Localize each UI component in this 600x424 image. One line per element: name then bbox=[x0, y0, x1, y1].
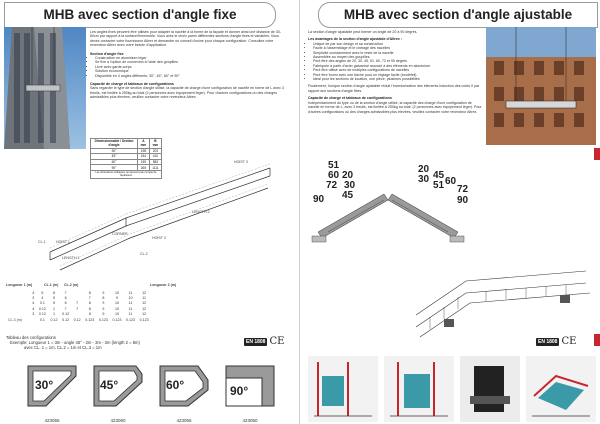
left-certification-badge bbox=[244, 336, 284, 347]
label-cl1: CL.1 bbox=[38, 240, 46, 244]
table-cell: 0.123 bbox=[139, 317, 149, 322]
table-cell: 1 bbox=[52, 312, 55, 317]
load-table-col-group2: CL.2 (m) bbox=[64, 283, 79, 287]
ce-mark: CE bbox=[269, 336, 285, 347]
table-cell: 12 bbox=[142, 301, 147, 306]
fan-angle-label: 30 bbox=[344, 180, 356, 191]
table-cell: 0.1 bbox=[39, 317, 45, 322]
table-cell: 0.123 bbox=[112, 317, 122, 322]
list-item: • Disponible en 4 angles différents: 30°, 45°, 60° et 90° bbox=[95, 74, 285, 78]
table-cell: 7 bbox=[76, 306, 79, 311]
right-section1-list bbox=[308, 42, 484, 82]
table-cell: 4 bbox=[32, 290, 35, 295]
label-corner: CORNER bbox=[112, 232, 128, 236]
right-section1-footer: Finalement, l'unique section d'angle ajustable réduit l'inventorisation des éléments induction des coûts 0 par rapport aux sections d'angle fixes. bbox=[308, 84, 480, 93]
red-tab-marker bbox=[594, 148, 600, 160]
list-item: • Peut être fourni avec une bâche pour un réglage facile (boutefeil) bbox=[313, 73, 484, 77]
table-note-line: Exemple: Longueur 1 = 3m - angle 45° - 2m - 3m - 3m (length 2 = 8m) bbox=[10, 340, 140, 345]
table-cell: 30° bbox=[91, 148, 138, 154]
left-section2-paragraph: Sans regarder le type de section d'angle utilisé, la capacité de charge d'une configuration de nacelle en forme de L avec 3 treuils, est limitée à 250kg au total (2 personnes avec équipement léger). Pour d'autres configurations ou des charges admissibles plus élevées, veuillez contacter votre revendeur Altrex. bbox=[90, 86, 284, 100]
right-intro-text bbox=[308, 30, 484, 114]
table-note: Les dimensions indiquées ne tiennent pas compte de l'épaisseur bbox=[91, 170, 162, 178]
table-cell: 8 bbox=[102, 296, 105, 301]
list-item: • Fabriquée à partir d'acier galvanisé associé à des éléments en aluminium bbox=[313, 64, 484, 68]
corner-assembly-photo-3 bbox=[460, 356, 520, 422]
table-cell: 11 bbox=[128, 306, 133, 311]
corner-angle-label: 90° bbox=[230, 384, 249, 398]
table-cell: 12 bbox=[142, 312, 147, 317]
table-cell: 265 bbox=[138, 165, 150, 171]
load-table-col-group3: Longueur 2 (m) bbox=[150, 283, 177, 287]
corner-article-code: 423055 bbox=[176, 418, 192, 423]
table-cell: 8 bbox=[88, 312, 91, 317]
fan-angle-label: 30 bbox=[418, 174, 430, 185]
table-note bbox=[6, 335, 236, 350]
label-length2: LENGTH 2 bbox=[192, 210, 210, 214]
fan-angle-label: 51 bbox=[328, 160, 340, 171]
table-cell bbox=[30, 317, 37, 322]
table-cell: 0.12 bbox=[62, 317, 70, 322]
en1808-badge: EN 1808 bbox=[246, 338, 266, 345]
label-length1: LENGTH 1 bbox=[62, 256, 80, 260]
label-cl2: CL.2 bbox=[140, 252, 148, 256]
table-cell: 198 bbox=[138, 148, 150, 154]
right-page bbox=[300, 0, 600, 424]
building-with-platform-photo bbox=[486, 27, 596, 145]
table-cell: 9 bbox=[102, 301, 105, 306]
table-cell: 12 bbox=[142, 306, 147, 311]
corner-piece-45 bbox=[92, 360, 144, 423]
fan-angle-label: 90 bbox=[313, 194, 325, 205]
table-cell: 0.12 bbox=[38, 306, 46, 311]
building-photo bbox=[4, 27, 86, 149]
table-cell: 1111 bbox=[149, 165, 161, 171]
table-cell: 583 bbox=[149, 159, 161, 165]
corner-angle-label: 45° bbox=[100, 378, 119, 392]
adjustable-angle-fan-diagram bbox=[308, 180, 478, 255]
table-cell: 4 bbox=[41, 296, 44, 301]
table-cell: 6 bbox=[64, 296, 67, 301]
red-tab-marker bbox=[594, 334, 600, 346]
fan-angle-label: 72 bbox=[326, 180, 338, 191]
table-cell: 4 bbox=[32, 301, 35, 306]
load-table-row-heading: Longueur 1 (m) bbox=[6, 283, 33, 287]
fan-angle-label: 51 bbox=[433, 180, 445, 191]
table-cell: 6 bbox=[52, 290, 55, 295]
table-cell: 9 bbox=[115, 296, 118, 301]
corner-assembly-photo-1 bbox=[308, 356, 378, 422]
table-cell: 154 bbox=[138, 154, 150, 160]
table-cell: 10 bbox=[114, 290, 119, 295]
load-table-cl3-label: CL.3 (m) bbox=[8, 318, 22, 322]
table-cell: 410 bbox=[149, 154, 161, 160]
corner-piece-30 bbox=[26, 360, 78, 423]
left-section2-title: Capacité de charge et tableaux de configurations bbox=[90, 82, 174, 87]
table-cell: 90° bbox=[91, 165, 138, 171]
table-note-title: Tableau des configurations bbox=[6, 335, 56, 340]
label-hoist3: HOIST 3 bbox=[234, 160, 248, 164]
right-section2-title: Capacité de charge et tableaux de configurations bbox=[308, 96, 392, 101]
table-cell: 3 bbox=[32, 296, 35, 301]
table-cell: 8 bbox=[88, 301, 91, 306]
list-item: • Construction en aluminium léger bbox=[95, 56, 285, 60]
table-cell: 0.123 bbox=[98, 317, 108, 322]
corner-assembly-photo-2 bbox=[384, 356, 454, 422]
corner-assembly-photo-4 bbox=[526, 356, 596, 422]
table-cell: 5 bbox=[52, 296, 55, 301]
list-item: • Livré avec garde-corps bbox=[95, 65, 285, 69]
table-cell: 0.12 bbox=[73, 317, 81, 322]
label-hoist2: HOIST 2 bbox=[152, 236, 166, 240]
table-cell: 7 bbox=[64, 290, 67, 295]
table-cell: 9 bbox=[102, 290, 105, 295]
load-configuration-table bbox=[30, 290, 151, 322]
corner-article-code: 423060 bbox=[110, 418, 126, 423]
table-cell: 5 bbox=[41, 290, 44, 295]
table-cell: 7 bbox=[76, 301, 79, 306]
table-cell: 0.123 bbox=[85, 317, 95, 322]
left-page-title: MHB avec section d'angle fixe bbox=[4, 2, 276, 28]
corner-article-code: 423050 bbox=[242, 418, 258, 423]
table-cell: 11 bbox=[128, 290, 133, 295]
table-cell: 7 bbox=[88, 296, 91, 301]
table-cell: 0.123 bbox=[126, 317, 136, 322]
list-item: • Idéal pour les sections de location, une pièce, plusieurs possibilités bbox=[313, 77, 484, 81]
platform-3d-render bbox=[410, 255, 596, 347]
table-cell: 7 bbox=[64, 306, 67, 311]
ce-mark: CE bbox=[561, 336, 577, 347]
table-cell: 0.1 bbox=[39, 301, 45, 306]
table-cell: 8 bbox=[88, 290, 91, 295]
fan-angle-label: 45 bbox=[433, 170, 445, 181]
table-row bbox=[30, 317, 151, 322]
table-cell: 0.12 bbox=[50, 317, 58, 322]
table-note-line: avec CL. 1 = 1m, CL.2 = 1m et CL.3 = 1m bbox=[24, 345, 102, 350]
table-cell: 10 bbox=[114, 312, 119, 317]
table-cell: 4 bbox=[32, 306, 35, 311]
left-intro-paragraph: Les angles fixes peuvent être utilisés pour adapter la nacelle à la forme de la façade et donner ainsi une distance de 30-60cm par rapport à la surface/l'immeuble. Vous avez le choix parmi différentes sections d'angle fixes et variables. Vous devez contacter votre fournisseur Altrex et demander un conseil d'usine pour chaque configuration. Consultez votre revendeur Altrex avec votre besoin d'application. bbox=[90, 30, 281, 48]
corner-angle-label: 30° bbox=[35, 378, 54, 392]
table-cell: 45° bbox=[91, 154, 138, 160]
en1808-badge: EN 1808 bbox=[538, 338, 558, 345]
left-intro-text bbox=[90, 30, 285, 100]
table-cell: 1 bbox=[52, 306, 55, 311]
table-cell: 5 bbox=[52, 301, 55, 306]
list-item: • Se fixe à l'option de connexion à l'aide des goupilles bbox=[95, 60, 285, 64]
fan-angle-label: 45 bbox=[342, 190, 354, 201]
list-item: • Facile à l'assemblage et le cintrage des nacelles bbox=[313, 46, 484, 50]
table-cell: 11 bbox=[128, 301, 133, 306]
right-certification-badge bbox=[536, 336, 576, 347]
table-cell: 9 bbox=[102, 306, 105, 311]
table-header: A mm bbox=[138, 139, 150, 149]
fan-angle-label: 60 bbox=[445, 176, 457, 187]
table-cell: 10 bbox=[128, 296, 133, 301]
list-item: • Peut être utilisé avec de multiples configurations de nacelles bbox=[313, 68, 484, 72]
corner-piece-60 bbox=[158, 360, 210, 423]
label-hoist1: HOIST 1 bbox=[56, 240, 70, 244]
table-cell: 3 bbox=[32, 312, 35, 317]
table-cell: 0.12 bbox=[38, 312, 46, 317]
list-item: • Simplicité constamment avec le reste de la nacelle bbox=[313, 51, 484, 55]
table-cell: 11 bbox=[128, 312, 133, 317]
corner-piece-90 bbox=[224, 360, 276, 423]
table-cell: 10 bbox=[114, 301, 119, 306]
table-cell: 9 bbox=[102, 312, 105, 317]
table-header: B mm bbox=[149, 139, 161, 149]
table-cell: 8 bbox=[88, 306, 91, 311]
list-item: • Solution économique bbox=[95, 69, 285, 73]
table-cell: 0.12 bbox=[62, 312, 70, 317]
fan-angle-label: 20 bbox=[418, 164, 430, 175]
list-item: • Assemblée au moyen des goupilles bbox=[313, 55, 484, 59]
table-cell: 6 bbox=[64, 301, 67, 306]
table-cell: 203 bbox=[149, 148, 161, 154]
fan-angle-label: 72 bbox=[457, 184, 469, 195]
corner-article-code: 423065 bbox=[44, 418, 60, 423]
list-item: • Unique de par son design et sa construction bbox=[313, 42, 484, 46]
fan-angle-label: 60 bbox=[328, 170, 340, 181]
table-cell: 12 bbox=[142, 290, 147, 295]
left-section1-list bbox=[90, 56, 285, 78]
fan-angle-label: 90 bbox=[457, 195, 469, 206]
corner-angle-label: 60° bbox=[166, 378, 185, 392]
right-page-title: MHB avec section d'angle ajustable bbox=[318, 2, 598, 28]
table-cell: 159 bbox=[138, 159, 150, 165]
right-section2-paragraph: Indépendamment du type ou de la section d'angle utilisé, la capacité des charge d'une configuration de nacelle en forme de L, avec 3 treuils, est limitée à 250kg au total. (2 personnes avec équipement léger). Pour d'autres configurations ou des charges admissibles plus élevées, veuillez contacter votre revendeur Altrex. bbox=[308, 100, 482, 114]
table-cell: 11 bbox=[142, 296, 146, 301]
right-intro-paragraph: La section d'angle ajustable peut former un angle de 20 à 90 degrés. bbox=[308, 30, 418, 34]
table-header: Dimensionnable / Section d'angle bbox=[91, 139, 138, 149]
load-table-col-group1: CL.1 (m) bbox=[44, 283, 59, 287]
platform-configuration-drawing bbox=[20, 152, 280, 272]
left-section1-title: Section d'angle fixe bbox=[90, 51, 124, 56]
table-cell: 10 bbox=[114, 306, 119, 311]
fan-angle-label: 20 bbox=[342, 170, 354, 181]
right-section1-title: Les avantages de la section d'angle ajustable d'Altrex : bbox=[308, 37, 402, 42]
list-item: • Peut être des angles de 20, 30, 45, 51, 60, 72 et 90 degrés bbox=[313, 59, 484, 63]
table-cell: 60° bbox=[91, 159, 138, 165]
